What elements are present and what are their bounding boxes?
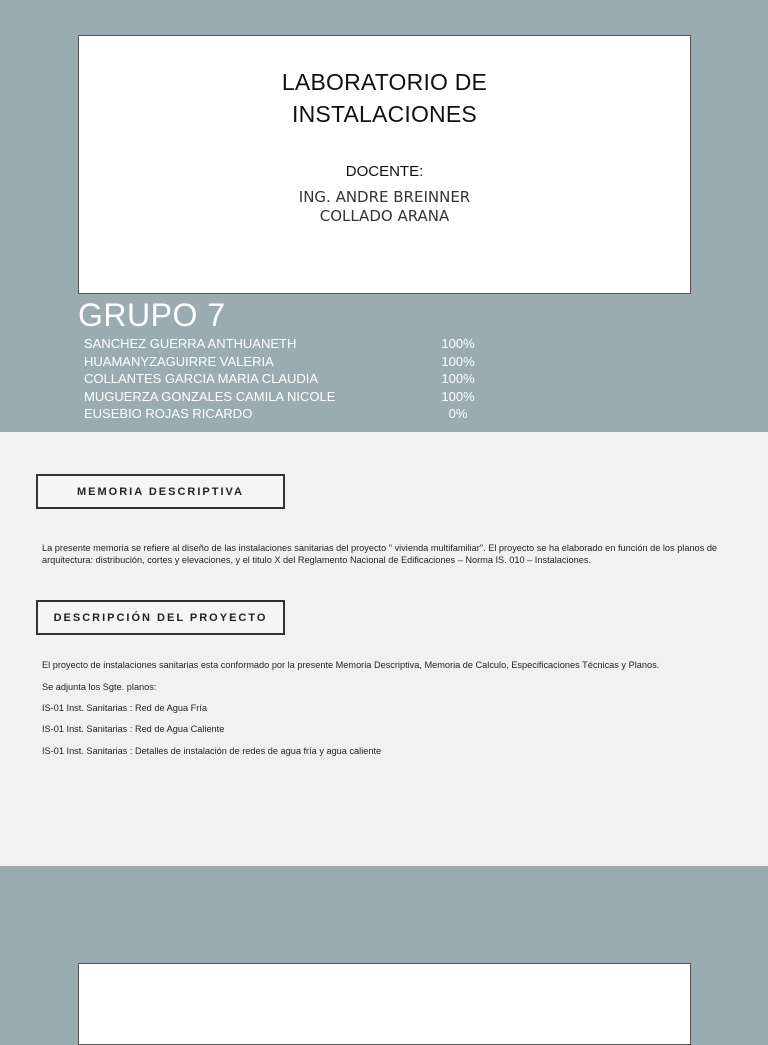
proyecto-line: IS-01 Inst. Sanitarias : Red de Agua Fría	[42, 703, 207, 713]
docente-name	[79, 188, 690, 226]
proyecto-line: IS-01 Inst. Sanitarias : Detalles de instalación de redes de agua fría y agua caliente	[42, 746, 382, 756]
proyecto-line: El proyecto de instalaciones sanitarias esta conformado por la presente Memoria Descriptiva, Memoria de Calculo, Especificaciones Técnicas y Planos.	[42, 660, 660, 670]
proyecto-line: IS-01 Inst. Sanitarias : Red de Agua Caliente	[42, 724, 225, 734]
memoria-heading: MEMORIA DESCRIPTIVA	[36, 474, 285, 509]
member-name: COLLANTES GARCIA MARIA CLAUDIA	[84, 371, 319, 386]
member-percent: 100%	[441, 336, 475, 351]
member-row	[84, 353, 504, 371]
member-percent: 100%	[441, 388, 475, 404]
member-row	[84, 405, 504, 423]
member-name: HUAMANYZAGUIRRE VALERIA	[84, 353, 274, 369]
next-slide	[0, 866, 768, 1024]
group-title: GRUPO 7	[78, 297, 226, 333]
docente-label: DOCENTE:	[345, 163, 424, 180]
member-name: EUSEBIO ROJAS RICARDO	[84, 406, 253, 421]
member-name: MUGUERZA GONZALES CAMILA NICOLE	[84, 388, 336, 404]
title-box	[78, 35, 691, 294]
content-slide	[0, 432, 768, 866]
cover-slide	[0, 0, 768, 432]
member-percent: 100%	[441, 371, 475, 386]
next-title-box	[78, 963, 691, 1045]
member-list	[84, 335, 504, 423]
cover-title	[79, 66, 690, 130]
member-percent: 0%	[448, 406, 468, 421]
proyecto-line: Se adjunta los Sgte. planos:	[42, 682, 157, 692]
proyecto-heading: DESCRIPCIÓN DEL PROYECTO	[36, 600, 285, 635]
cover-title-text: LABORATORIO DE INSTALACIONES	[281, 69, 488, 127]
docente-name-line1: ING. ANDRE BREINNER	[298, 188, 471, 206]
member-name: SANCHEZ GUERRA ANTHUANETH	[84, 336, 297, 351]
member-row	[84, 335, 504, 353]
memoria-paragraph: La presente memoria se refiere al diseño de las instalaciones sanitarias del proyecto " vivienda multifamiliar". El proyecto se ha elaborado en función de los planos de arquitectura: distribución, cortes y elevaciones, y el titulo X del Reglamento Nacional de Edificaciones – Norma IS. 010 – Instalaciones.	[42, 543, 718, 565]
member-row	[84, 370, 504, 388]
member-percent: 100%	[441, 353, 475, 369]
docente-name-line2: COLLADO ARANA	[319, 207, 450, 225]
member-row	[84, 388, 504, 406]
